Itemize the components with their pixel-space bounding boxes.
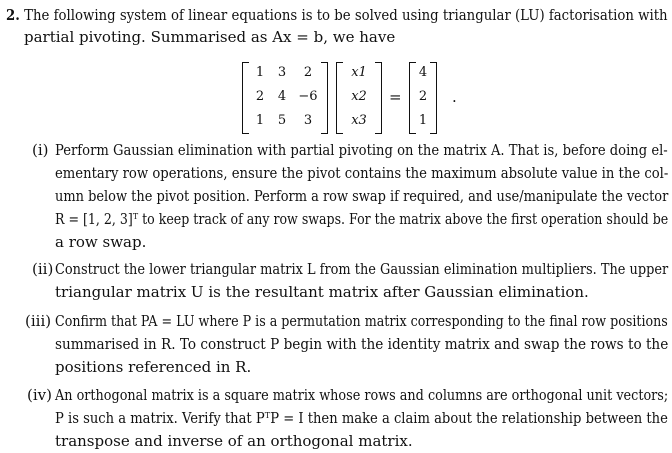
part-iii-line-3: positions referenced in R. <box>55 358 252 376</box>
matrix-a-cell: 4 <box>277 89 287 104</box>
matrix-a-cell: 2 <box>303 65 313 80</box>
intro-text-1: The following system of linear equations is to be solved using triangular (LU) factorisation with <box>24 6 668 24</box>
vector-b-cell: 2 <box>418 89 428 104</box>
part-iv-line-2: P is such a matrix. Verify that PᵀP = I then make a claim about the relationship between the <box>55 409 668 427</box>
matrix-a-cell: 3 <box>303 113 313 128</box>
question-number: 2. <box>6 6 20 24</box>
vector-x-cell: x2 <box>351 89 367 104</box>
vector-x-right-bracket <box>375 62 382 134</box>
matrix-a-cell: 1 <box>255 65 265 80</box>
vector-b-right-bracket <box>430 62 437 134</box>
vector-b-cell: 1 <box>418 113 428 128</box>
part-i-line-4: R = [1, 2, 3]ᵀ to keep track of any row swaps. For the matrix above the first operation should be <box>55 210 669 228</box>
matrix-a-cell: 1 <box>255 113 265 128</box>
matrix-a-cell: 3 <box>277 65 287 80</box>
vector-b-cell: 4 <box>418 65 428 80</box>
part-iii-line-1: Confirm that PA = LU where P is a permutation matrix corresponding to the final row positions <box>55 312 668 330</box>
matrix-a-cell: −6 <box>298 89 318 104</box>
part-i-line-5: a row swap. <box>55 233 147 251</box>
matrix-a-right-bracket <box>321 62 328 134</box>
question-intro-line-2: partial pivoting. Summarised as Ax = b, we have <box>24 28 396 46</box>
vector-x <box>336 62 382 132</box>
matrix-a-left-bracket <box>242 62 249 134</box>
part-ii-line-1: Construct the lower triangular matrix L from the Gaussian elimination multipliers. The upper <box>55 260 669 278</box>
part-ii-tag: (ii) <box>32 260 54 278</box>
part-i-tag: (i) <box>32 141 49 159</box>
part-i-line-1: Perform Gaussian elimination with partial pivoting on the matrix A. That is, before doing el- <box>55 141 668 159</box>
vector-x-left-bracket <box>336 62 343 134</box>
question-intro-line-1 <box>6 5 668 25</box>
matrix-a <box>242 62 328 132</box>
part-iv-tag: (iv) <box>27 386 52 404</box>
vector-x-cell: x3 <box>351 113 367 128</box>
part-iv-line-1: An orthogonal matrix is a square matrix whose rows and columns are orthogonal unit vectors; <box>55 386 669 404</box>
vector-b <box>409 62 437 132</box>
part-iv-line-3: transpose and inverse of an orthogonal matrix. <box>55 432 413 450</box>
part-ii-line-2: triangular matrix U is the resultant matrix after Gaussian elimination. <box>55 283 589 301</box>
matrix-a-cell: 2 <box>255 89 265 104</box>
part-iii-tag: (iii) <box>25 312 52 330</box>
part-i-line-2: ementary row operations, ensure the pivot contains the maximum absolute value in the col- <box>55 164 669 182</box>
part-i-line-3: umn below the pivot position. Perform a row swap if required, and use/manipulate the vector <box>55 187 669 205</box>
matrix-a-cell: 5 <box>277 113 287 128</box>
equation-period: . <box>452 88 457 106</box>
part-iii-line-2: summarised in R. To construct P begin with the identity matrix and swap the rows to the <box>55 335 669 353</box>
equals-sign: = <box>389 88 402 106</box>
vector-x-cell: x1 <box>351 65 367 80</box>
